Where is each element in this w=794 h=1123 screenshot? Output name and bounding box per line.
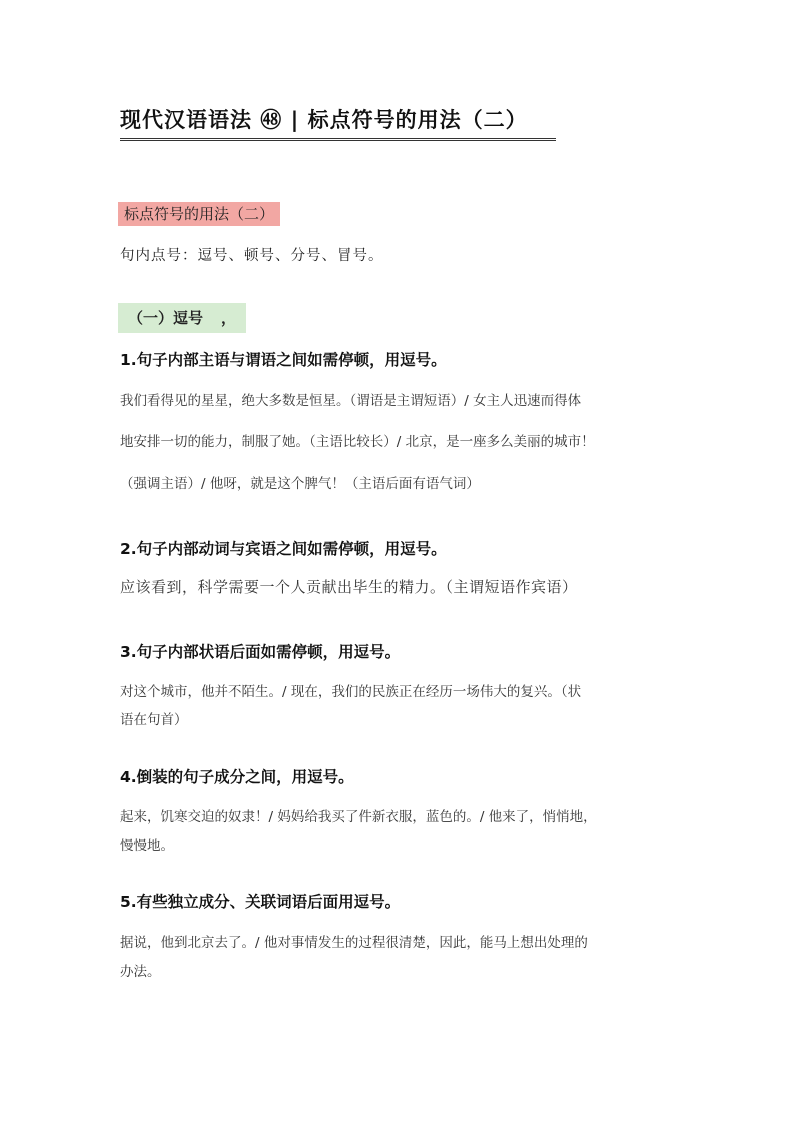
section-tag: 标点符号的用法（二） (118, 202, 280, 226)
comma-mark: ， (221, 309, 237, 327)
page-title: 现代汉语语法 ㊽ | 标点符号的用法（二） (120, 104, 556, 141)
subsection-tag (118, 303, 246, 333)
rule-3-example-line-2: 语在句首） (120, 712, 188, 728)
rule-heading-5: 5.有些独立成分、关联词语后面用逗号。 (120, 893, 401, 911)
rule-heading-1: 1.句子内部主语与谓语之间如需停顿，用逗号。 (120, 351, 447, 369)
rule-4-example-line-1: 起来，饥寒交迫的奴隶！/ 妈妈给我买了件新衣服，蓝色的。/ 他来了，悄悄地， (120, 809, 597, 825)
intro-text: 句内点号：逗号、顿号、分号、冒号。 (120, 248, 384, 264)
rule-1-example-line-3: （强调主语）/ 他呀，就是这个脾气！（主语后面有语气词） (120, 476, 480, 492)
rule-3-example-line-1: 对这个城市，他并不陌生。/ 现在，我们的民族正在经历一场伟大的复兴。（状 (120, 684, 582, 700)
rule-5-example-line-1: 据说，他到北京去了。/ 他对事情发生的过程很清楚，因此，能马上想出处理的 (120, 935, 588, 951)
rule-1-example-line-2: 地安排一切的能力，制服了她。（主语比较长）/ 北京，是一座多么美丽的城市！ (120, 434, 595, 450)
rule-5-example-line-2: 办法。 (120, 964, 161, 980)
rule-heading-4: 4.倒装的句子成分之间，用逗号。 (120, 768, 354, 786)
rule-1-example-line-1: 我们看得见的星星，绝大多数是恒星。（谓语是主谓短语）/ 女主人迅速而得体 (120, 393, 582, 409)
rule-heading-2: 2.句子内部动词与宾语之间如需停顿，用逗号。 (120, 540, 447, 558)
rule-2-example-line-1: 应该看到，科学需要一个人贡献出毕生的精力。（主谓短语作宾语） (120, 578, 578, 596)
subsection-label: （一）逗号 (128, 309, 204, 327)
rule-heading-3: 3.句子内部状语后面如需停顿，用逗号。 (120, 643, 401, 661)
rule-4-example-line-2: 慢慢地。 (120, 838, 174, 854)
